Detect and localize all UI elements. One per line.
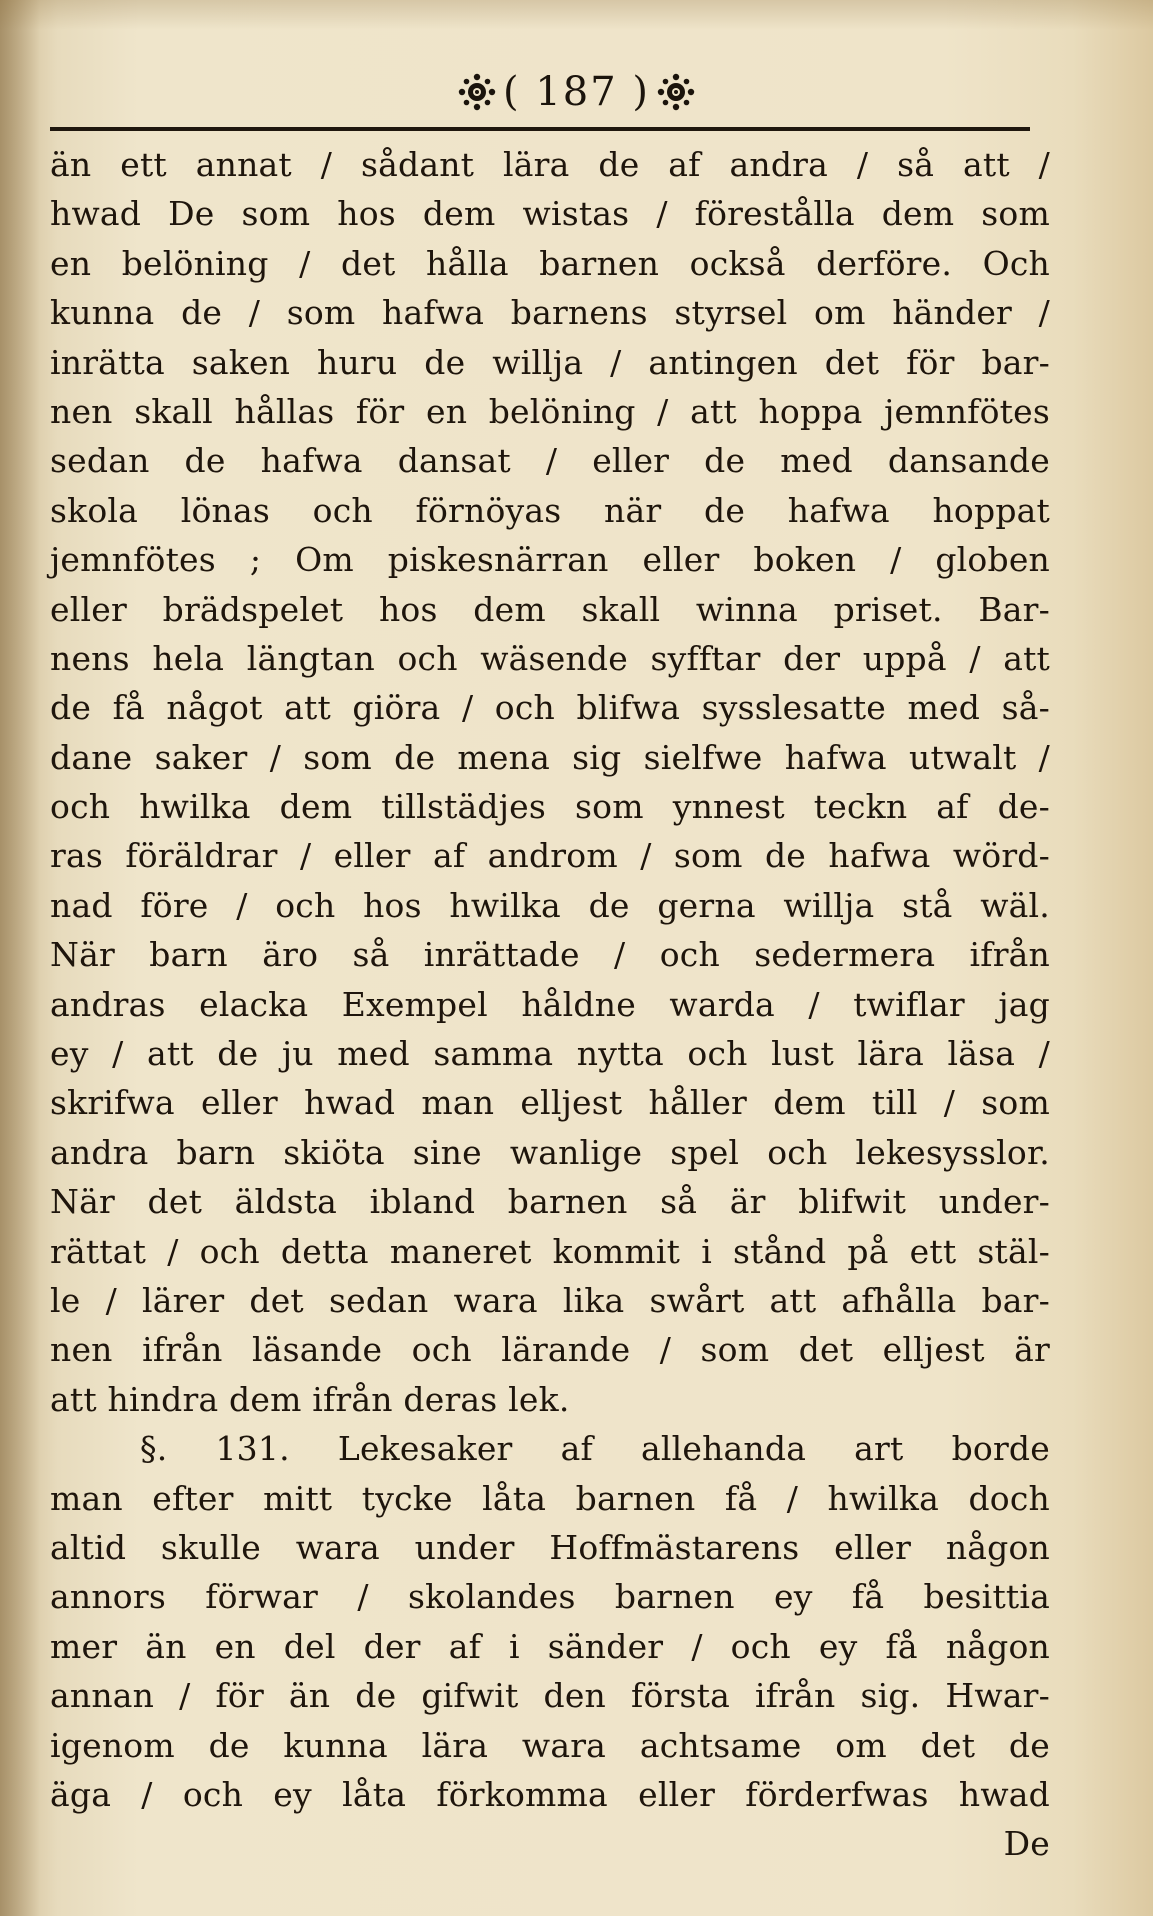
- text-line: skola lönas och förnöyas när de hafwa hoppat: [50, 490, 1050, 530]
- text-line: eller brädspelet hos dem skall winna priset. Bar-: [50, 589, 1050, 629]
- rosette-ornament-icon: [457, 72, 497, 112]
- text-line: dane saker / som de mena sig sielfwe hafwa utwalt /: [50, 737, 1050, 777]
- text-line: äga / och ey låta förkomma eller förderfwas hwad: [50, 1774, 1050, 1814]
- text-line: annors förwar / skolandes barnen ey få besittia: [50, 1577, 1050, 1617]
- text-line: kunna de / som hafwa barnens styrsel om händer /: [50, 293, 1050, 333]
- gutter-shadow: [0, 0, 40, 1916]
- header-rule: [50, 127, 1030, 131]
- text-line: man efter mitt tycke låta barnen få / hwilka doch: [50, 1478, 1050, 1518]
- text-line: nens hela längtan och wäsende syfftar der uppå / att: [50, 638, 1050, 678]
- page-edge-shade: [0, 0, 1153, 30]
- text-line: och hwilka dem tillstädjes som ynnest teckn af de-: [50, 787, 1050, 827]
- text-line: ras föräldrar / eller af androm / som de hafwa wörd-: [50, 836, 1050, 876]
- section-heading-line: §. 131. Lekesaker af allehanda art borde: [140, 1429, 1050, 1469]
- text-line: annan / för än de gifwit den första ifrån sig. Hwar-: [50, 1676, 1050, 1716]
- body-text: [50, 140, 1050, 1869]
- text-line: mer än en del der af i sänder / och ey få någon: [50, 1626, 1050, 1666]
- text-line: ey / att de ju med samma nytta och lust lära läsa /: [50, 1034, 1050, 1074]
- text-line: altid skulle wara under Hoffmästarens eller någon: [50, 1527, 1050, 1567]
- page-number: ( 187 ): [503, 69, 650, 115]
- text-line: än ett annat / sådant lära de af andra / så att /: [50, 145, 1050, 184]
- text-line: att hindra dem ifrån deras lek.: [50, 1379, 570, 1419]
- text-line: nad före / och hos hwilka de gerna willja stå wäl.: [50, 885, 1050, 925]
- catchword: De: [1003, 1824, 1050, 1864]
- text-line: nen skall hållas för en belöning / att hoppa jemnfötes: [50, 391, 1050, 431]
- text-line: nen ifrån läsande och lärande / som det elljest är: [50, 1330, 1050, 1370]
- text-line: de få något att giöra / och blifwa sysslesatte med så-: [50, 688, 1050, 728]
- text-line: skrifwa eller hwad man elljest håller dem till / som: [50, 1083, 1050, 1123]
- text-line: inrätta saken huru de willja / antingen det för bar-: [50, 342, 1050, 382]
- text-line: jemnfötes ; Om piskesnärran eller boken / globen: [50, 540, 1050, 580]
- text-line: igenom de kunna lära wara achtsame om det de: [50, 1725, 1050, 1765]
- rosette-ornament-icon: [656, 72, 696, 112]
- text-line: rättat / och detta maneret kommit i stånd på ett stäl-: [50, 1231, 1050, 1271]
- text-line: en belöning / det hålla barnen också derföre. Och: [50, 243, 1050, 283]
- text-line: le / lärer det sedan wara lika swårt att afhålla bar-: [50, 1280, 1050, 1320]
- text-line: andra barn skiöta sine wanlige spel och lekesysslor.: [50, 1132, 1050, 1172]
- text-line: hwad De som hos dem wistas / förestålla dem som: [50, 194, 1050, 234]
- text-line: sedan de hafwa dansat / eller de med dansande: [50, 441, 1050, 481]
- text-line: När barn äro så inrättade / och sedermera ifrån: [50, 935, 1050, 975]
- text-line: andras elacka Exempel håldne warda / twiflar jag: [50, 984, 1050, 1024]
- text-line: När det äldsta ibland barnen så är blifwit under-: [50, 1182, 1050, 1222]
- page-header: [0, 62, 1153, 122]
